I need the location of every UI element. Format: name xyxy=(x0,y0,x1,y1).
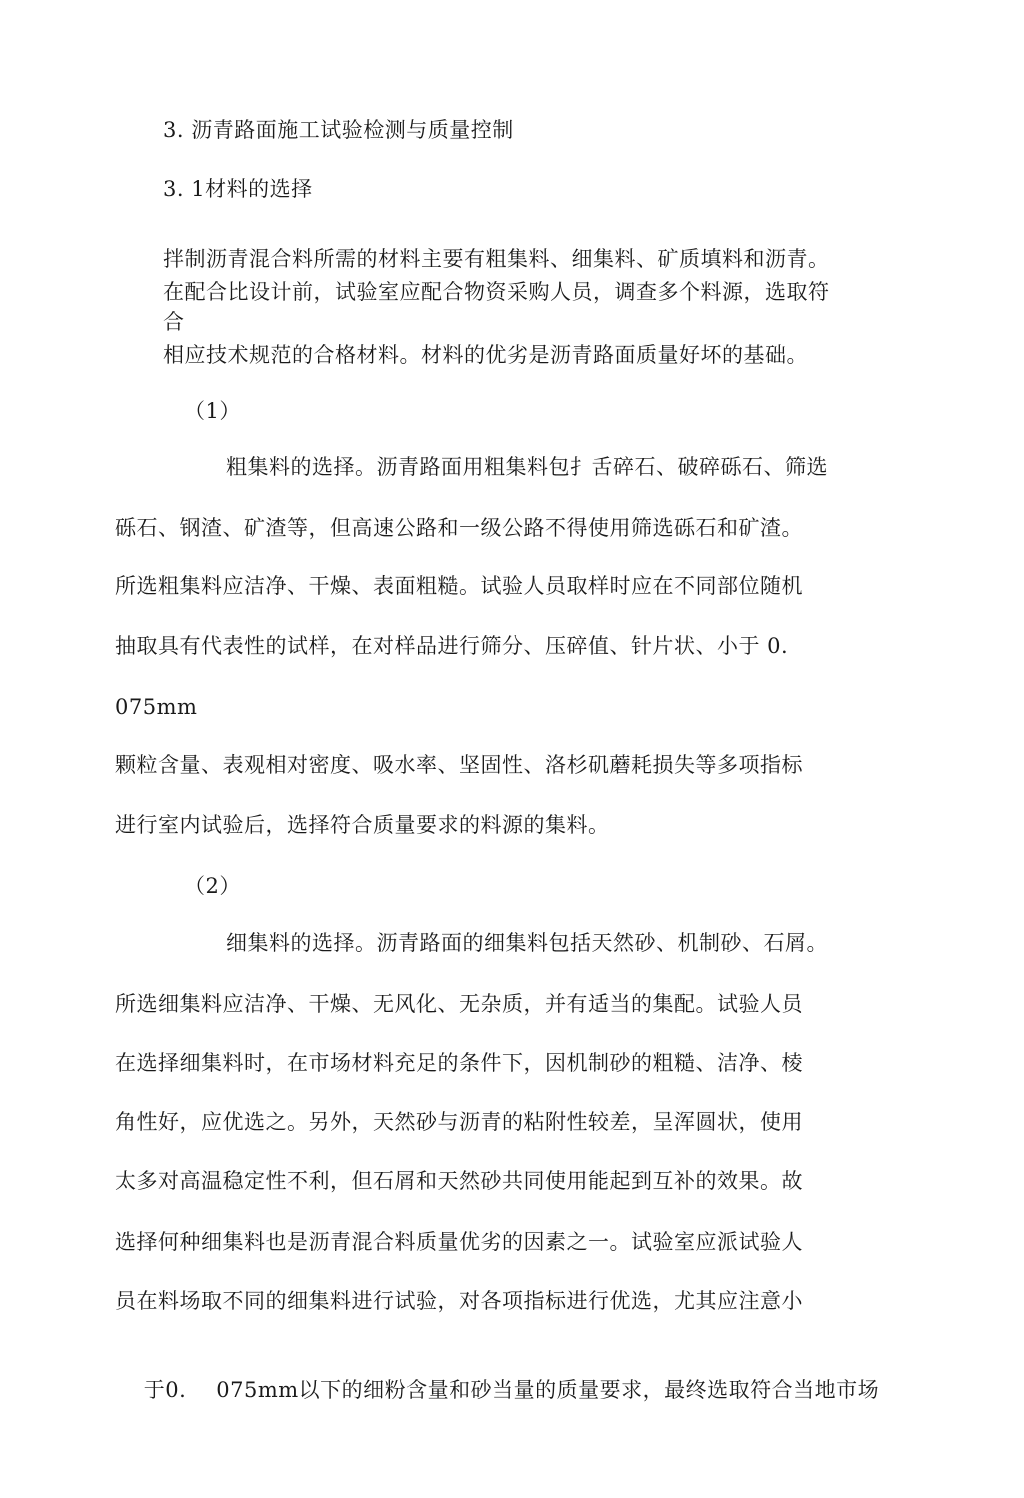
item-2-number: （2） xyxy=(184,874,241,898)
intro-line-3: 合 xyxy=(163,310,185,334)
intro-line-1: 拌制沥青混合料所需的材料主要有粗集料、细集料、矿质填料和沥青。 xyxy=(163,247,830,271)
section-heading: 3. 沥青路面施工试验检测与质量控制 xyxy=(163,118,514,142)
item-2-line-6: 选择何种细集料也是沥青混合料质量优劣的因素之一。试验室应派试验人 xyxy=(115,1230,803,1254)
item-2-line-1: 细集料的选择。沥青路面的细集料包括天然砂、机制砂、石屑。 xyxy=(226,931,828,955)
item-1-line-6: 颗粒含量、表观相对密度、吸水率、坚固性、洛杉矶蘑耗损失等多项指标 xyxy=(115,753,803,777)
item-1-line-2: 砾石、钢渣、矿渣等，但高速公路和一级公路不得使用筛选砾石和矿渣。 xyxy=(115,516,803,540)
item-2-line-8-a: 于0. xyxy=(143,1378,187,1402)
item-2-line-7: 员在料场取不同的细集料进行试验，对各项指标进行优选，尤其应注意小 xyxy=(115,1289,803,1313)
item-1-line-7: 进行室内试验后，选择符合质量要求的料源的集料。 xyxy=(115,813,610,837)
item-1-line-5: 075mm xyxy=(115,695,198,719)
item-2-line-4: 角性好，应优选之。另外，天然砂与沥青的粘附性较差，呈浑圆状，使用 xyxy=(115,1110,803,1134)
subsection-heading: 3. 1材料的选择 xyxy=(163,177,313,201)
item-1-line-4: 抽取具有代表性的试样，在对样品进行筛分、压碎值、针片状、小于 0. xyxy=(115,634,789,658)
intro-line-4: 相应技术规范的合格材料。材料的优劣是沥青路面质量好坏的基础。 xyxy=(163,343,808,367)
item-1-line-1: 粗集料的选择。沥青路面用粗集料包扌舌碎石、破碎砾石、筛选 xyxy=(226,455,828,479)
item-2-line-8 xyxy=(115,1348,879,1432)
item-2-line-2: 所选细集料应洁净、干燥、无风化、无杂质，并有适当的集配。试验人员 xyxy=(115,992,803,1016)
item-1-line-3: 所选粗集料应洁净、干燥、表面粗糙。试验人员取样时应在不同部位随机 xyxy=(115,574,803,598)
item-1-number: （1） xyxy=(184,399,241,423)
item-2-line-3: 在选择细集料时，在市场材料充足的条件下，因机制砂的粗糙、洁净、棱 xyxy=(115,1051,803,1075)
item-2-line-5: 太多对高温稳定性不利，但石屑和天然砂共同使用能起到互补的效果。故 xyxy=(115,1169,803,1193)
item-2-line-8-b: 075mm以下的细粉含量和砂当量的质量要求，最终选取符合当地市场 xyxy=(216,1378,880,1402)
intro-line-2: 在配合比设计前，试验室应配合物资采购人员，调查多个料源，选取符 xyxy=(163,280,830,304)
